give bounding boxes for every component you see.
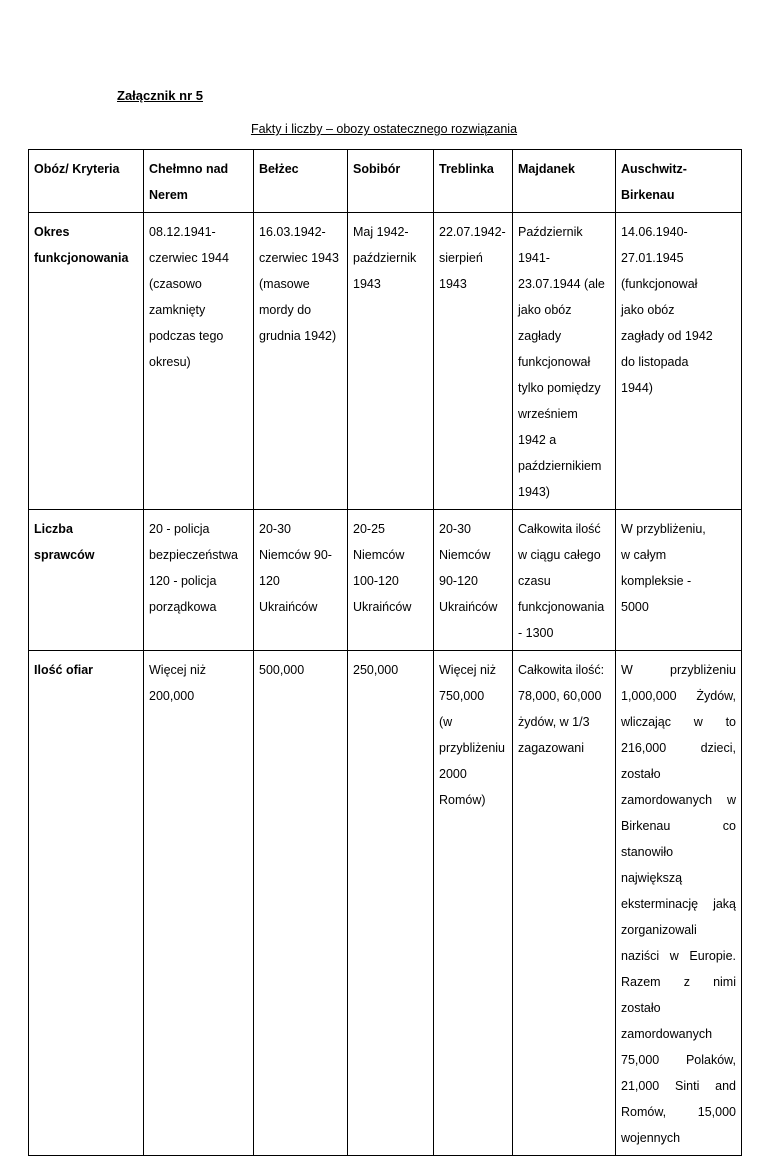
table-cell bbox=[434, 651, 513, 1156]
header-treblinka-text: Treblinka bbox=[439, 162, 494, 176]
table-cell bbox=[254, 213, 348, 510]
table-cell bbox=[254, 651, 348, 1156]
header-belzec-text: Bełżec bbox=[259, 162, 299, 176]
header-treblinka bbox=[434, 150, 513, 213]
cell-text: Całkowita ilość: 78,000, 60,000 żydów, w 1/3 zagazowani bbox=[518, 663, 605, 755]
cell-text: Więcej niż 200,000 bbox=[149, 663, 206, 703]
table-cell bbox=[616, 213, 742, 510]
cell-text: 14.06.1940- 27.01.1945 (funkcjonował jako obóz zagłady od 1942 do listopada 1944) bbox=[621, 225, 713, 395]
table-row bbox=[29, 651, 742, 1156]
table-cell bbox=[616, 651, 742, 1156]
header-chelmno-text: Chełmno nad Nerem bbox=[149, 162, 229, 202]
table-cell bbox=[616, 510, 742, 651]
cell-text: W przybliżeniu, w całym kompleksie - 5000 bbox=[621, 522, 706, 614]
table-cell bbox=[254, 510, 348, 651]
table-cell bbox=[348, 510, 434, 651]
table-cell bbox=[434, 213, 513, 510]
cell-text: W przybliżeniu 1,000,000 Żydów, wliczając w to 216,000 dzieci, zostało zamordowanych w Birkenau co stanowiło największą eksterminację jaką zorganizowali naziści w Europie. Razem z nimi zostało zamordowanych 75,000 Polaków, 21,000 Sinti and Romów, 15,000 wojennych bbox=[621, 663, 736, 1145]
cell-text: 08.12.1941- czerwiec 1944 (czasowo zamknięty podczas tego okresu) bbox=[149, 225, 229, 369]
table-header-row bbox=[29, 150, 742, 213]
cell-text: Więcej niż 750,000 (w przybliżeniu 2000 Romów) bbox=[439, 663, 506, 807]
table-cell bbox=[144, 651, 254, 1156]
cell-text: Maj 1942- październik 1943 bbox=[353, 225, 417, 291]
cell-text: Październik 1941- 23.07.1944 (ale jako obóz zagłady funkcjonował tylko pomiędzy wrześniem 1942 a październikiem 1943) bbox=[518, 225, 605, 499]
table-cell bbox=[144, 213, 254, 510]
header-criteria bbox=[29, 150, 144, 213]
header-sobibor bbox=[348, 150, 434, 213]
document-subtitle: Fakty i liczby – obozy ostatecznego rozwiązania bbox=[250, 122, 518, 136]
header-belzec bbox=[254, 150, 348, 213]
table-cell bbox=[513, 651, 616, 1156]
row-label-text: Okres funkcjonowania bbox=[34, 225, 129, 265]
camps-facts-table bbox=[28, 149, 742, 1156]
cell-text: 20 - policja bezpieczeństwa 120 - policja porządkowa bbox=[149, 522, 238, 614]
header-majdanek bbox=[513, 150, 616, 213]
table-cell bbox=[434, 510, 513, 651]
row-label-text: Liczba sprawców bbox=[34, 522, 95, 562]
cell-text: 250,000 bbox=[353, 663, 399, 677]
row-label bbox=[29, 651, 144, 1156]
header-criteria-text: Obóz/ Kryteria bbox=[34, 162, 120, 176]
header-auschwitz bbox=[616, 150, 742, 213]
table-row bbox=[29, 213, 742, 510]
cell-text: 20-30 Niemców 90-120 Ukraińców bbox=[439, 522, 498, 614]
cell-text: 20-25 Niemców 100-120 Ukraińców bbox=[353, 522, 412, 614]
annex-title: Załącznik nr 5 bbox=[117, 88, 203, 103]
table-row bbox=[29, 510, 742, 651]
cell-text: 16.03.1942- czerwiec 1943 (masowe mordy do grudnia 1942) bbox=[259, 225, 339, 343]
row-label bbox=[29, 510, 144, 651]
table-cell bbox=[348, 213, 434, 510]
row-label bbox=[29, 213, 144, 510]
table-cell bbox=[144, 510, 254, 651]
header-auschwitz-text: Auschwitz- Birkenau bbox=[621, 162, 687, 202]
header-sobibor-text: Sobibór bbox=[353, 162, 401, 176]
cell-text: 22.07.1942- sierpień 1943 bbox=[439, 225, 506, 291]
header-chelmno bbox=[144, 150, 254, 213]
table-cell bbox=[513, 510, 616, 651]
table-cell bbox=[513, 213, 616, 510]
cell-text: 20-30 Niemców 90- 120 Ukraińców bbox=[259, 522, 332, 614]
cell-text: Całkowita ilość w ciągu całego czasu funkcjonowania - 1300 bbox=[518, 522, 605, 640]
cell-text: 500,000 bbox=[259, 663, 305, 677]
header-majdanek-text: Majdanek bbox=[518, 162, 575, 176]
table-cell bbox=[348, 651, 434, 1156]
row-label-text: Ilość ofiar bbox=[34, 663, 94, 677]
